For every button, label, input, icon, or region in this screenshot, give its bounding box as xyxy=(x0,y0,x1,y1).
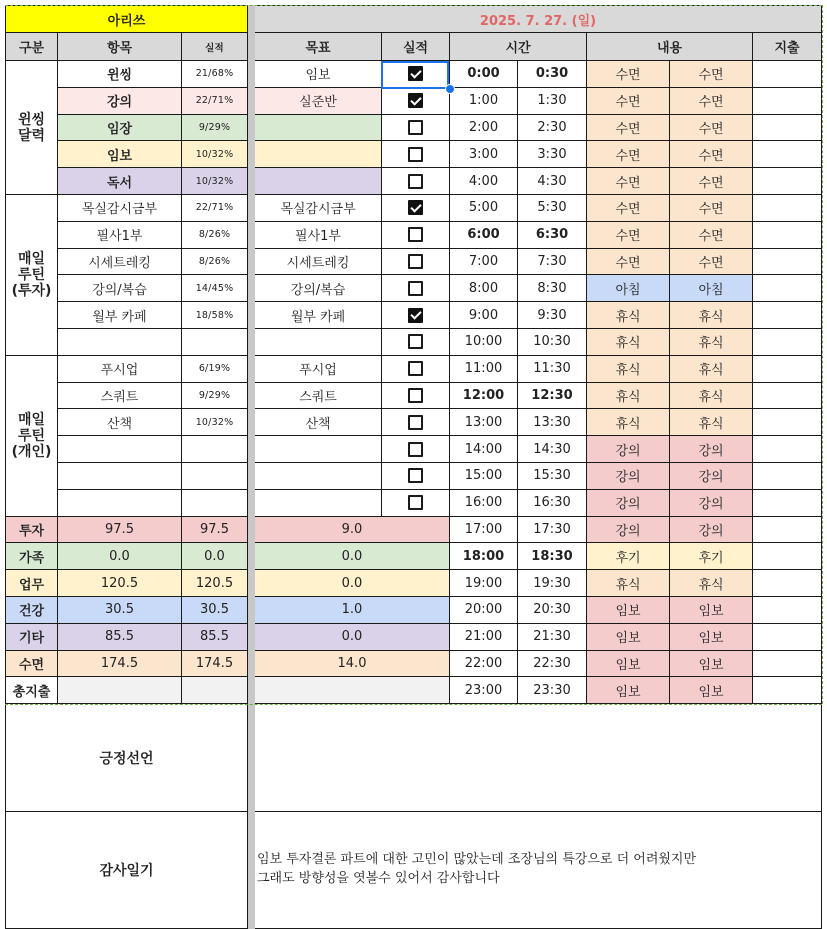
goal-cell[interactable]: 필사1부 xyxy=(255,222,382,249)
fill-handle[interactable] xyxy=(445,84,455,94)
item-cell[interactable]: 산책 xyxy=(58,409,182,436)
content-cell[interactable]: 강의 xyxy=(587,463,670,490)
content-cell[interactable]: 수면 xyxy=(670,61,753,88)
item-cell[interactable]: 임보 xyxy=(58,141,182,168)
time-start-cell[interactable]: 22:00 xyxy=(450,651,518,678)
item-cell[interactable]: 임장 xyxy=(58,115,182,142)
expense-cell[interactable] xyxy=(753,88,822,115)
time-end-cell[interactable]: 22:30 xyxy=(518,651,587,678)
content-cell[interactable]: 임보 xyxy=(670,624,753,651)
item-cell[interactable]: 스쿼트 xyxy=(58,383,182,410)
goal-check-cell[interactable] xyxy=(382,490,450,517)
expense-cell[interactable] xyxy=(753,115,822,142)
time-end-cell[interactable]: 15:30 xyxy=(518,463,587,490)
time-end-cell[interactable]: 4:30 xyxy=(518,168,587,195)
expense-cell[interactable] xyxy=(753,61,822,88)
unchecked-checkbox[interactable] xyxy=(408,468,423,483)
content-cell[interactable]: 강의 xyxy=(587,517,670,544)
category-winsing[interactable] xyxy=(5,61,58,195)
affirmation-label[interactable]: 긍정선언 xyxy=(5,704,248,812)
expense-cell[interactable] xyxy=(753,543,822,570)
expense-cell[interactable] xyxy=(753,677,822,704)
content-cell[interactable]: 수면 xyxy=(587,141,670,168)
content-cell[interactable]: 임보 xyxy=(587,624,670,651)
summary-value-b[interactable]: 174.5 xyxy=(182,651,248,678)
content-cell[interactable]: 수면 xyxy=(587,195,670,222)
summary-value-b[interactable]: 85.5 xyxy=(182,624,248,651)
content-cell[interactable]: 휴식 xyxy=(670,302,753,329)
summary-value-c[interactable]: 1.0 xyxy=(255,597,450,624)
header-time[interactable]: 시간 xyxy=(450,33,587,61)
category-label: (투자) xyxy=(11,282,52,299)
unchecked-checkbox[interactable] xyxy=(408,227,423,242)
summary-label[interactable]: 수면 xyxy=(5,651,58,678)
time-end-cell[interactable]: 9:30 xyxy=(518,302,587,329)
expense-cell[interactable] xyxy=(753,356,822,383)
gratitude-label[interactable]: 감사일기 xyxy=(5,812,248,929)
time-end-cell[interactable]: 1:30 xyxy=(518,88,587,115)
content-cell[interactable]: 수면 xyxy=(587,61,670,88)
item-actual-cell[interactable]: 21/68% xyxy=(182,61,248,88)
goal-check-cell[interactable] xyxy=(382,222,450,249)
content-cell[interactable]: 휴식 xyxy=(587,383,670,410)
content-cell[interactable]: 수면 xyxy=(587,115,670,142)
content-cell[interactable]: 휴식 xyxy=(670,383,753,410)
checked-checkbox[interactable] xyxy=(408,308,423,323)
goal-cell[interactable] xyxy=(255,168,382,195)
category-label: 루틴 xyxy=(17,266,46,283)
content-cell[interactable]: 수면 xyxy=(587,168,670,195)
time-end-cell[interactable]: 20:30 xyxy=(518,597,587,624)
time-start-cell[interactable]: 21:00 xyxy=(450,624,518,651)
content-cell[interactable]: 임보 xyxy=(587,677,670,704)
time-end-cell[interactable]: 23:30 xyxy=(518,677,587,704)
goal-cell[interactable] xyxy=(255,115,382,142)
checked-checkbox[interactable] xyxy=(408,66,423,81)
expense-cell[interactable] xyxy=(753,302,822,329)
gratitude-line-1: 임보 투자결론 파트에 대한 고민이 많았는데 조장님의 특강으로 더 어려웠지만 xyxy=(257,852,697,867)
time-end-cell[interactable]: 6:30 xyxy=(518,222,587,249)
content-cell[interactable]: 수면 xyxy=(587,222,670,249)
time-start-cell[interactable]: 6:00 xyxy=(450,222,518,249)
item-cell[interactable]: 목실감시금부 xyxy=(58,195,182,222)
expense-cell[interactable] xyxy=(753,168,822,195)
goal-cell[interactable]: 목실감시금부 xyxy=(255,195,382,222)
content-cell[interactable]: 후기 xyxy=(670,543,753,570)
item-actual-cell[interactable]: 9/29% xyxy=(182,383,248,410)
content-cell[interactable]: 임보 xyxy=(670,677,753,704)
content-cell[interactable]: 수면 xyxy=(670,115,753,142)
expense-cell[interactable] xyxy=(753,222,822,249)
expense-cell[interactable] xyxy=(753,597,822,624)
expense-cell[interactable] xyxy=(753,329,822,356)
time-start-cell[interactable]: 15:00 xyxy=(450,463,518,490)
expense-cell[interactable] xyxy=(753,275,822,302)
unchecked-checkbox[interactable] xyxy=(408,120,423,135)
unchecked-checkbox[interactable] xyxy=(408,442,423,457)
goal-cell[interactable]: 푸시업 xyxy=(255,356,382,383)
item-actual-cell[interactable] xyxy=(182,463,248,490)
expense-cell[interactable] xyxy=(753,409,822,436)
content-cell[interactable]: 강의 xyxy=(587,490,670,517)
goal-cell[interactable]: 스쿼트 xyxy=(255,383,382,410)
goal-cell[interactable]: 월부 카페 xyxy=(255,302,382,329)
unchecked-checkbox[interactable] xyxy=(408,174,423,189)
time-end-cell[interactable]: 10:30 xyxy=(518,329,587,356)
content-cell[interactable]: 수면 xyxy=(670,249,753,276)
content-cell[interactable]: 휴식 xyxy=(670,570,753,597)
content-cell[interactable]: 수면 xyxy=(670,168,753,195)
category-routine-personal[interactable] xyxy=(5,356,58,517)
content-cell[interactable]: 수면 xyxy=(670,195,753,222)
content-cell[interactable]: 후기 xyxy=(587,543,670,570)
summary-value-c[interactable]: 14.0 xyxy=(255,651,450,678)
time-start-cell[interactable]: 9:00 xyxy=(450,302,518,329)
time-start-cell[interactable]: 20:00 xyxy=(450,597,518,624)
content-cell[interactable]: 강의 xyxy=(670,517,753,544)
content-cell[interactable]: 강의 xyxy=(587,436,670,463)
expense-cell[interactable] xyxy=(753,436,822,463)
time-start-cell[interactable]: 14:00 xyxy=(450,436,518,463)
unchecked-checkbox[interactable] xyxy=(408,334,423,349)
time-end-cell[interactable]: 11:30 xyxy=(518,356,587,383)
category-label: 매일 xyxy=(17,411,46,428)
header-goal[interactable]: 목표 xyxy=(255,33,382,61)
content-cell[interactable]: 휴식 xyxy=(587,409,670,436)
goal-check-cell[interactable] xyxy=(382,463,450,490)
goal-check-cell[interactable] xyxy=(382,115,450,142)
item-cell[interactable] xyxy=(58,436,182,463)
time-start-cell[interactable]: 23:00 xyxy=(450,677,518,704)
time-start-cell[interactable]: 16:00 xyxy=(450,490,518,517)
header-item[interactable]: 항목 xyxy=(58,33,182,61)
time-end-cell[interactable]: 17:30 xyxy=(518,517,587,544)
item-actual-cell[interactable]: 18/58% xyxy=(182,302,248,329)
content-cell[interactable]: 휴식 xyxy=(587,356,670,383)
content-cell[interactable]: 임보 xyxy=(670,597,753,624)
time-end-cell[interactable]: 2:30 xyxy=(518,115,587,142)
item-cell[interactable]: 윈씽 xyxy=(58,61,182,88)
expense-cell[interactable] xyxy=(753,141,822,168)
item-actual-cell[interactable]: 8/26% xyxy=(182,249,248,276)
time-end-cell[interactable]: 3:30 xyxy=(518,141,587,168)
item-cell[interactable] xyxy=(58,329,182,356)
item-actual-cell[interactable]: 10/32% xyxy=(182,409,248,436)
summary-value-a[interactable]: 174.5 xyxy=(58,651,182,678)
content-cell[interactable]: 휴식 xyxy=(670,329,753,356)
date-cell[interactable]: 2025. 7. 27. (일) xyxy=(255,5,822,33)
item-cell[interactable]: 강의 xyxy=(58,88,182,115)
category-label: 달력 xyxy=(17,127,46,144)
frozen-column-divider[interactable] xyxy=(248,5,255,929)
unchecked-checkbox[interactable] xyxy=(408,495,423,510)
goal-cell[interactable]: 강의/복습 xyxy=(255,275,382,302)
category-label: (개인) xyxy=(11,443,52,460)
time-end-cell[interactable]: 8:30 xyxy=(518,275,587,302)
summary-label[interactable]: 투자 xyxy=(5,517,58,544)
summary-value-b[interactable]: 0.0 xyxy=(182,543,248,570)
item-actual-cell[interactable]: 22/71% xyxy=(182,195,248,222)
summary-value-c[interactable]: 0.0 xyxy=(255,543,450,570)
summary-value-b[interactable]: 30.5 xyxy=(182,597,248,624)
item-cell[interactable]: 독서 xyxy=(58,168,182,195)
summary-value-c[interactable] xyxy=(255,677,450,704)
time-start-cell[interactable]: 3:00 xyxy=(450,141,518,168)
content-cell[interactable]: 아침 xyxy=(587,275,670,302)
summary-value-a[interactable]: 97.5 xyxy=(58,517,182,544)
time-end-cell[interactable]: 5:30 xyxy=(518,195,587,222)
content-cell[interactable]: 수면 xyxy=(670,222,753,249)
expense-cell[interactable] xyxy=(753,624,822,651)
content-cell[interactable]: 강의 xyxy=(670,436,753,463)
expense-cell[interactable] xyxy=(753,651,822,678)
content-cell[interactable]: 임보 xyxy=(587,651,670,678)
content-cell[interactable]: 강의 xyxy=(670,463,753,490)
time-end-cell[interactable]: 13:30 xyxy=(518,409,587,436)
time-start-cell[interactable]: 7:00 xyxy=(450,249,518,276)
item-cell[interactable]: 푸시업 xyxy=(58,356,182,383)
time-start-cell[interactable]: 4:00 xyxy=(450,168,518,195)
item-actual-cell[interactable] xyxy=(182,490,248,517)
goal-cell[interactable] xyxy=(255,141,382,168)
summary-value-c[interactable]: 0.0 xyxy=(255,570,450,597)
item-cell[interactable]: 필사1부 xyxy=(58,222,182,249)
content-cell[interactable]: 휴식 xyxy=(587,329,670,356)
content-cell[interactable]: 수면 xyxy=(670,141,753,168)
summary-value-b[interactable] xyxy=(182,677,248,704)
expense-cell[interactable] xyxy=(753,249,822,276)
expense-cell[interactable] xyxy=(753,195,822,222)
header-expense[interactable]: 지출 xyxy=(753,33,822,61)
summary-label[interactable]: 건강 xyxy=(5,597,58,624)
summary-label[interactable]: 기타 xyxy=(5,624,58,651)
summary-value-c[interactable]: 0.0 xyxy=(255,624,450,651)
item-actual-cell[interactable]: 10/32% xyxy=(182,141,248,168)
goal-check-cell[interactable] xyxy=(382,329,450,356)
expense-cell[interactable] xyxy=(753,463,822,490)
category-routine-invest[interactable] xyxy=(5,195,58,356)
unchecked-checkbox[interactable] xyxy=(408,361,423,376)
copy-range-outline xyxy=(822,5,823,704)
expense-cell[interactable] xyxy=(753,383,822,410)
time-end-cell[interactable]: 7:30 xyxy=(518,249,587,276)
goal-check-cell[interactable] xyxy=(382,141,450,168)
summary-label[interactable]: 가족 xyxy=(5,543,58,570)
goal-cell[interactable]: 실준반 xyxy=(255,88,382,115)
checked-checkbox[interactable] xyxy=(408,93,423,108)
summary-value-a[interactable] xyxy=(58,677,182,704)
time-start-cell[interactable]: 17:00 xyxy=(450,517,518,544)
item-actual-cell[interactable]: 10/32% xyxy=(182,168,248,195)
goal-cell[interactable] xyxy=(255,329,382,356)
item-actual-cell[interactable]: 14/45% xyxy=(182,275,248,302)
goal-cell[interactable] xyxy=(255,490,382,517)
goal-check-cell[interactable] xyxy=(382,409,450,436)
summary-value-a[interactable]: 120.5 xyxy=(58,570,182,597)
goal-cell[interactable]: 시세트레킹 xyxy=(255,249,382,276)
time-end-cell[interactable]: 0:30 xyxy=(518,61,587,88)
item-actual-cell[interactable]: 8/26% xyxy=(182,222,248,249)
item-cell[interactable]: 월부 카페 xyxy=(58,302,182,329)
unchecked-checkbox[interactable] xyxy=(408,388,423,403)
expense-cell[interactable] xyxy=(753,517,822,544)
content-cell[interactable]: 수면 xyxy=(670,88,753,115)
time-start-cell[interactable]: 11:00 xyxy=(450,356,518,383)
header-category[interactable]: 구분 xyxy=(5,33,58,61)
item-actual-cell[interactable]: 22/71% xyxy=(182,88,248,115)
content-cell[interactable]: 휴식 xyxy=(587,302,670,329)
time-start-cell[interactable]: 19:00 xyxy=(450,570,518,597)
summary-value-b[interactable]: 97.5 xyxy=(182,517,248,544)
item-cell[interactable]: 시세트레킹 xyxy=(58,249,182,276)
content-cell[interactable]: 수면 xyxy=(587,88,670,115)
goal-check-cell[interactable] xyxy=(382,275,450,302)
content-cell[interactable]: 휴식 xyxy=(670,409,753,436)
copy-range-outline xyxy=(5,5,822,6)
goal-cell[interactable]: 임보 xyxy=(255,61,382,88)
category-label: 매일 xyxy=(17,250,46,267)
content-cell[interactable]: 임보 xyxy=(587,597,670,624)
item-cell[interactable] xyxy=(58,490,182,517)
expense-cell[interactable] xyxy=(753,570,822,597)
goal-check-cell[interactable] xyxy=(382,195,450,222)
content-cell[interactable]: 아침 xyxy=(670,275,753,302)
summary-value-a[interactable]: 0.0 xyxy=(58,543,182,570)
time-start-cell[interactable]: 1:00 xyxy=(450,88,518,115)
time-end-cell[interactable]: 18:30 xyxy=(518,543,587,570)
copy-range-outline xyxy=(5,704,822,705)
time-start-cell[interactable]: 0:00 xyxy=(450,61,518,88)
category-label: 루틴 xyxy=(17,427,46,444)
header-actual[interactable]: 실적 xyxy=(382,33,450,61)
goal-check-cell[interactable] xyxy=(382,383,450,410)
time-start-cell[interactable]: 10:00 xyxy=(450,329,518,356)
goal-cell[interactable]: 산책 xyxy=(255,409,382,436)
summary-label[interactable]: 업무 xyxy=(5,570,58,597)
header-actual-small[interactable]: 실적 xyxy=(182,33,248,61)
summary-value-a[interactable]: 30.5 xyxy=(58,597,182,624)
unchecked-checkbox[interactable] xyxy=(408,281,423,296)
time-end-cell[interactable]: 19:30 xyxy=(518,570,587,597)
gratitude-text xyxy=(257,850,696,888)
summary-value-a[interactable]: 85.5 xyxy=(58,624,182,651)
item-actual-cell[interactable]: 9/29% xyxy=(182,115,248,142)
time-end-cell[interactable]: 21:30 xyxy=(518,624,587,651)
goal-check-cell[interactable] xyxy=(382,356,450,383)
summary-value-c[interactable]: 9.0 xyxy=(255,517,450,544)
item-cell[interactable]: 강의/복습 xyxy=(58,275,182,302)
summary-value-b[interactable]: 120.5 xyxy=(182,570,248,597)
time-start-cell[interactable]: 2:00 xyxy=(450,115,518,142)
gratitude-line-2: 그래도 방향성을 엿볼수 있어서 감사합니다 xyxy=(257,871,500,886)
affirmation-content[interactable] xyxy=(255,704,822,812)
item-actual-cell[interactable] xyxy=(182,436,248,463)
item-actual-cell[interactable] xyxy=(182,329,248,356)
time-start-cell[interactable]: 13:00 xyxy=(450,409,518,436)
content-cell[interactable]: 강의 xyxy=(670,490,753,517)
summary-label[interactable]: 총지출 xyxy=(5,677,58,704)
goal-check-cell[interactable] xyxy=(382,249,450,276)
time-start-cell[interactable]: 12:00 xyxy=(450,383,518,410)
goal-check-cell[interactable] xyxy=(382,88,450,115)
time-end-cell[interactable]: 14:30 xyxy=(518,436,587,463)
content-cell[interactable]: 수면 xyxy=(587,249,670,276)
content-cell[interactable]: 임보 xyxy=(670,651,753,678)
content-cell[interactable]: 휴식 xyxy=(670,356,753,383)
header-content[interactable]: 내용 xyxy=(587,33,753,61)
unchecked-checkbox[interactable] xyxy=(408,254,423,269)
category-label: 윈씽 xyxy=(17,111,46,128)
goal-check-cell[interactable] xyxy=(382,436,450,463)
expense-cell[interactable] xyxy=(753,490,822,517)
content-cell[interactable]: 휴식 xyxy=(587,570,670,597)
item-cell[interactable] xyxy=(58,463,182,490)
checked-checkbox[interactable] xyxy=(408,200,423,215)
unchecked-checkbox[interactable] xyxy=(408,415,423,430)
time-end-cell[interactable]: 12:30 xyxy=(518,383,587,410)
unchecked-checkbox[interactable] xyxy=(408,147,423,162)
name-cell[interactable]: 아리쓰 xyxy=(5,5,248,33)
time-start-cell[interactable]: 5:00 xyxy=(450,195,518,222)
goal-cell[interactable] xyxy=(255,436,382,463)
item-actual-cell[interactable]: 6/19% xyxy=(182,356,248,383)
goal-check-cell[interactable] xyxy=(382,168,450,195)
goal-check-cell[interactable] xyxy=(382,302,450,329)
time-end-cell[interactable]: 16:30 xyxy=(518,490,587,517)
time-start-cell[interactable]: 18:00 xyxy=(450,543,518,570)
goal-cell[interactable] xyxy=(255,463,382,490)
goal-check-cell[interactable] xyxy=(382,61,450,88)
time-start-cell[interactable]: 8:00 xyxy=(450,275,518,302)
